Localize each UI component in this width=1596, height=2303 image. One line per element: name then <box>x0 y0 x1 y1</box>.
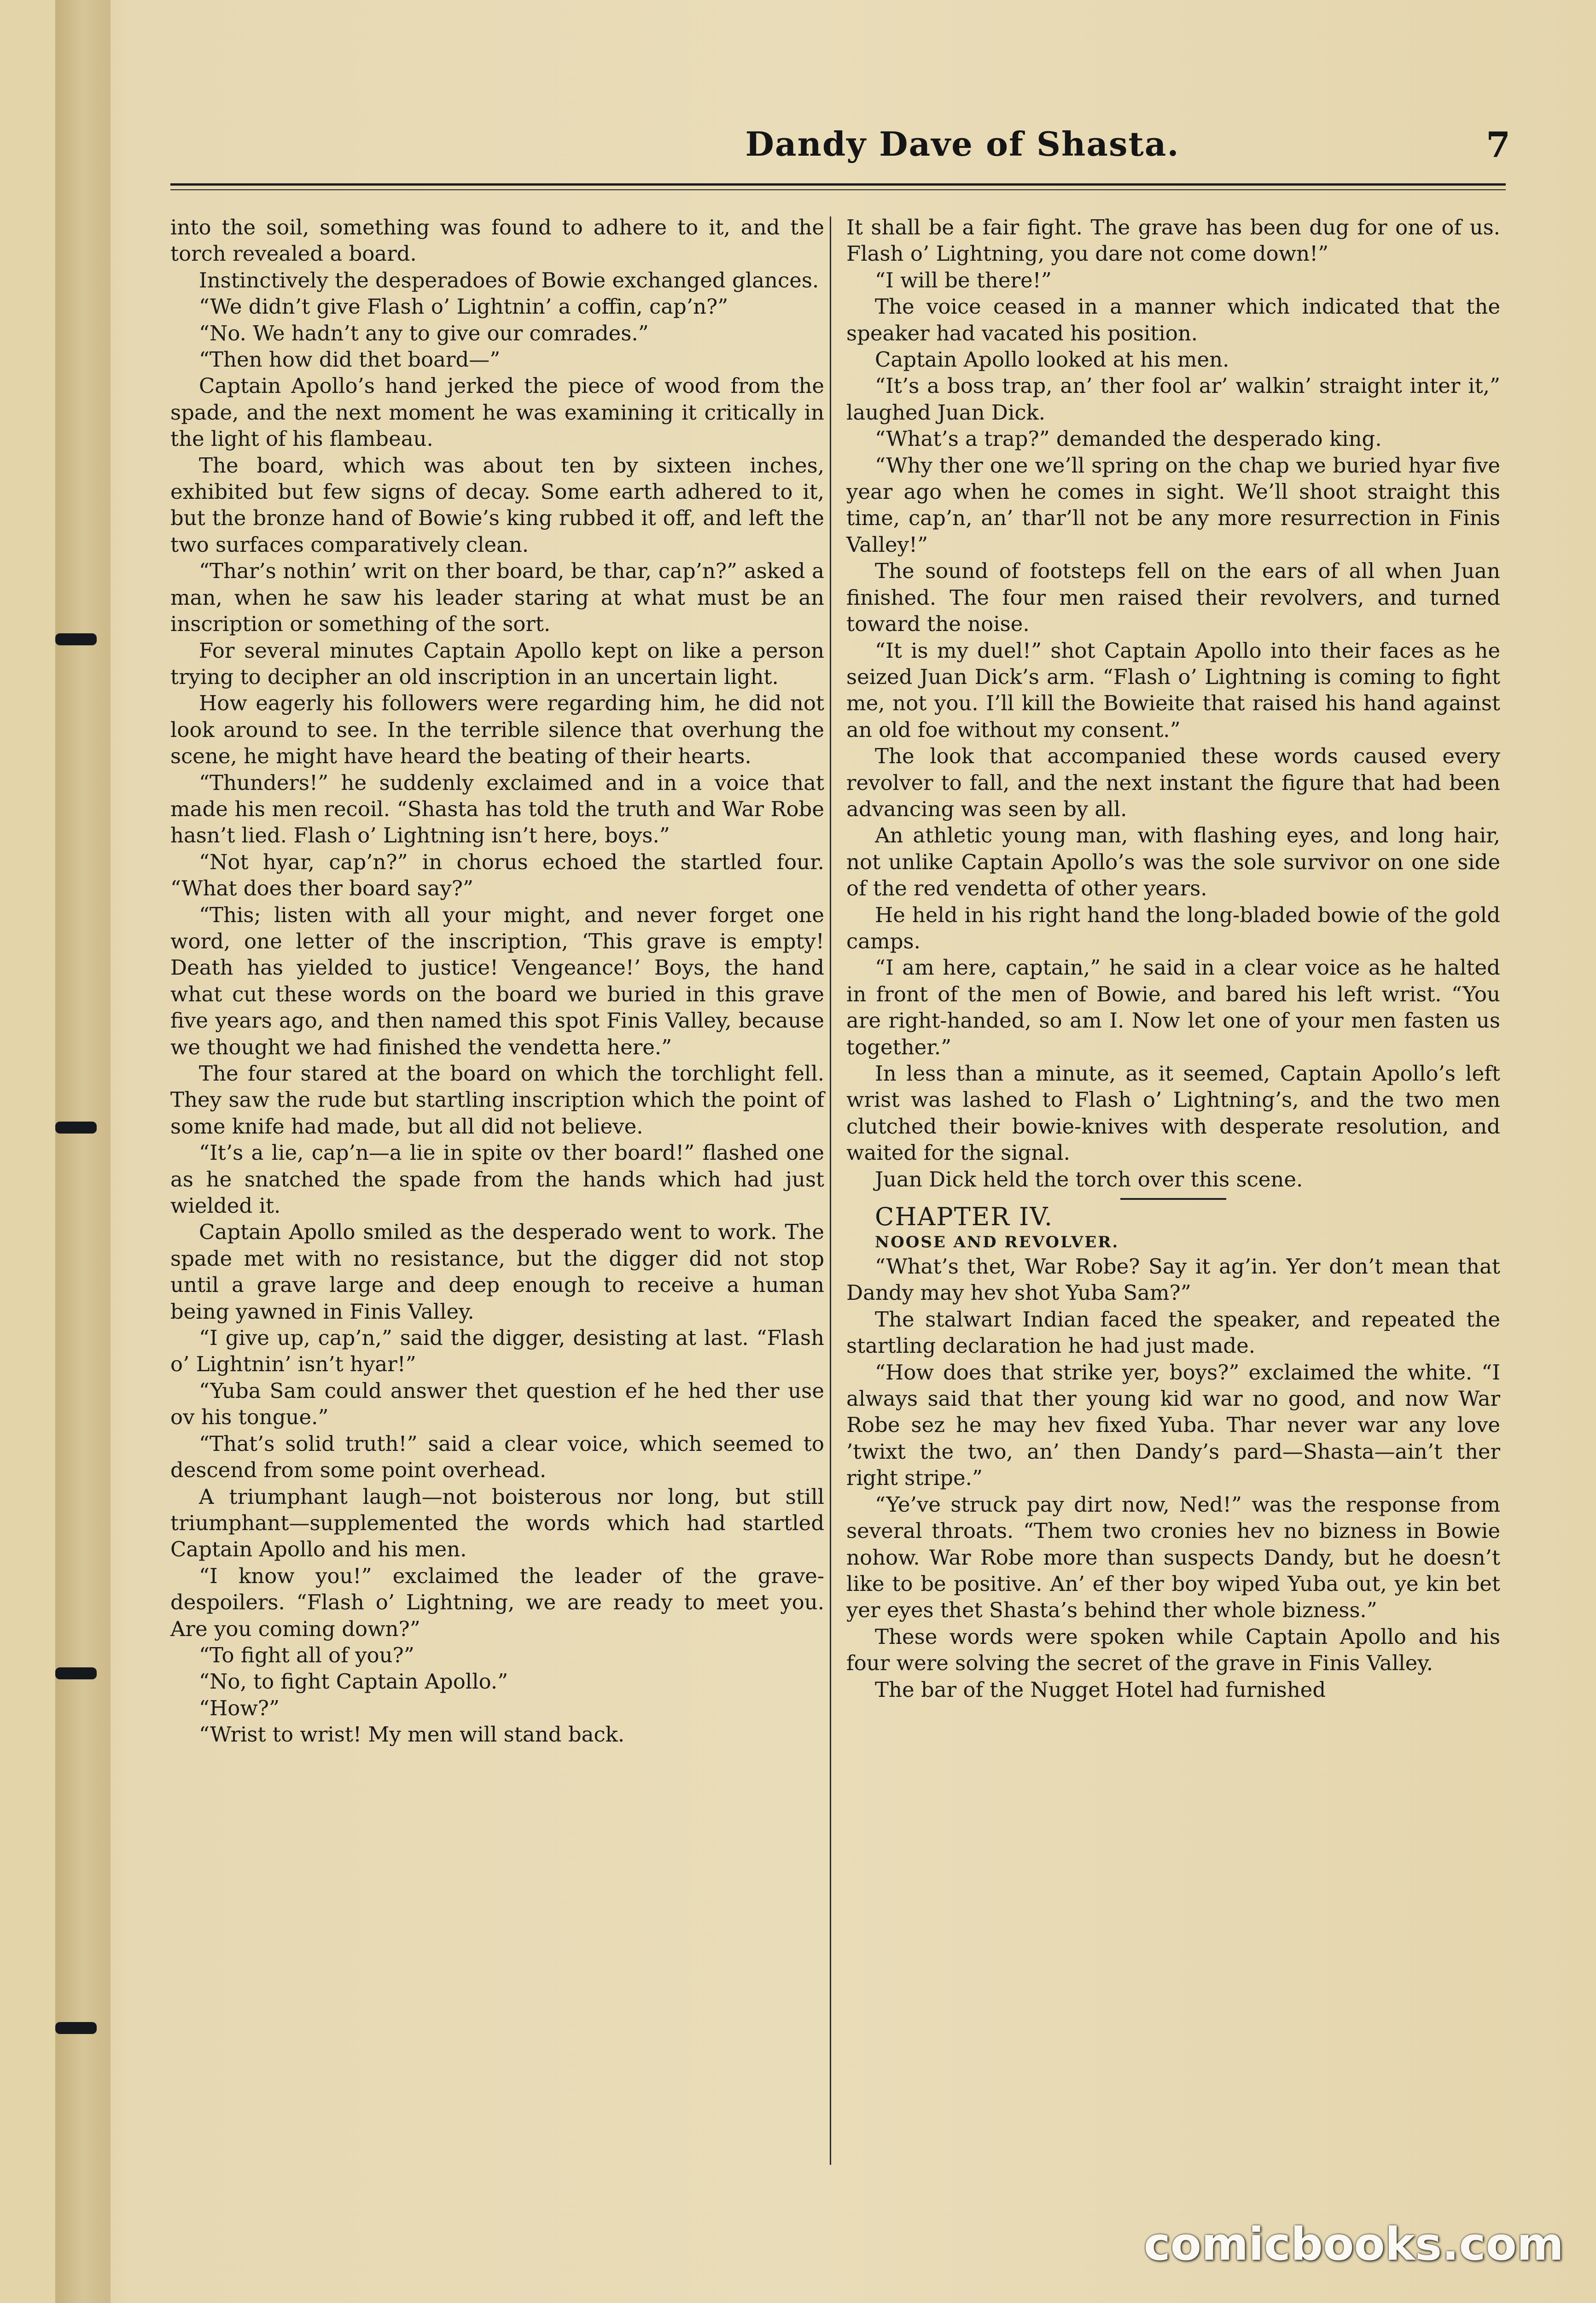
paragraph: The bar of the Nugget Hotel had furnished <box>875 1677 1326 1702</box>
running-title: Dandy Dave of Shasta. <box>745 124 1180 164</box>
page-header <box>166 124 1510 180</box>
paragraph: “No. We hadn’t any to give our comrades.” <box>199 321 649 345</box>
page-gutter <box>55 0 111 2303</box>
paragraph: “We didn’t give Flash o’ Lightnin’ a coffin, cap’n?” <box>199 294 728 319</box>
column-divider <box>830 216 831 2165</box>
left-column <box>170 214 824 1748</box>
paragraph: “How does that strike yer, boys?” exclaimed the white. “I always said that ther young kid war no good, and now War Robe sez he may hev fixed Yuba. Thar never war any love ’twixt the two, an’ then Dandy’s pard—Shasta—ain’t ther right stripe.” <box>846 1360 1500 1491</box>
paragraph: Instinctively the desperadoes of Bowie exchanged glances. <box>199 268 819 292</box>
paragraph: Captain Apollo’s hand jerked the piece of wood from the spade, and the next moment he was examining it critically in the light of his flambeau. <box>170 374 824 451</box>
paragraph: The four stared at the board on which the torchlight fell. They saw the rude but startling inscription which the point of some knife had made, but all did not believe. <box>170 1061 824 1139</box>
paragraph: “It is my duel!” shot Captain Apollo into their faces as he seized Juan Dick’s arm. “Flash o’ Lightning is coming to fight me, not you. I’ll kill the Bowieite that raised his hand against an old foe without my consent.” <box>846 638 1500 742</box>
paragraph: “Ye’ve struck pay dirt now, Ned!” was the response from several throats. “Them two cronies hev no bizness in Bowie nohow. War Robe more than suspects Dandy, but he doesn’t like to be positive. An’ ef ther boy wiped Yuba out, ye kin bet yer eyes thet Shasta’s behind ther whole bizness.” <box>846 1492 1500 1623</box>
binding-stitch-hole <box>55 1122 97 1134</box>
paragraph: These words were spoken while Captain Apollo and his four were solving the secret of the grave in Finis Valley. <box>846 1624 1500 1676</box>
paragraph: A triumphant laugh—not boisterous nor long, but still triumphant—supplemented the words which had startled Captain Apollo and his men. <box>170 1484 824 1562</box>
paragraph: “Yuba Sam could answer thet question ef he hed ther use ov his tongue.” <box>170 1378 824 1430</box>
paragraph: “Then how did thet board—” <box>199 347 501 372</box>
chapter-title: CHAPTER IV. <box>875 1202 1054 1232</box>
paragraph: The stalwart Indian faced the speaker, and repeated the startling declaration he had just made. <box>846 1307 1500 1358</box>
right-column <box>846 214 1500 1703</box>
paragraph: “I am here, captain,” he said in a clear voice as he halted in front of the men of Bowie, and bared his left wrist. “You are right-handed, so am I. Now let one of your men fasten us together.” <box>846 955 1500 1059</box>
paragraph: into the soil, something was found to adhere to it, and the torch revealed a board. <box>170 215 824 266</box>
paragraph: It shall be a fair fight. The grave has been dug for one of us. Flash o’ Lightning, you dare not come down!” <box>846 215 1500 266</box>
paragraph: How eagerly his followers were regarding him, he did not look around to see. In the terrible silence that overhung the scene, he might have heard the beating of their hearts. <box>170 691 824 769</box>
paragraph: The board, which was about ten by sixteen inches, exhibited but few signs of decay. Some earth adhered to it, but the bronze hand of Bowie’s king rubbed it off, and left the two surfaces comparatively clean. <box>170 453 824 557</box>
paragraph: “How?” <box>199 1695 280 1720</box>
page-number: 7 <box>1486 124 1510 165</box>
paragraph: “Thunders!” he suddenly exclaimed and in a voice that made his men recoil. “Shasta has told the truth and War Robe hasn’t lied. Flash o’ Lightning isn’t here, boys.” <box>170 770 824 848</box>
paragraph: “Why ther one we’ll spring on the chap we buried hyar five year ago when he comes in sight. We’ll shoot straight this time, cap’n, an’ thar’ll not be any more resurrection in Finis Valley!” <box>846 453 1500 557</box>
paragraph: “I will be there!” <box>875 268 1052 292</box>
paragraph: An athletic young man, with flashing eyes, and long hair, not unlike Captain Apollo’s was the sole survivor on one side of the red vendetta of other years. <box>846 823 1500 901</box>
chapter-subtitle: NOOSE AND REVOLVER. <box>875 1233 1119 1252</box>
paragraph: Captain Apollo looked at his men. <box>875 347 1229 372</box>
chapter-rule <box>1120 1198 1226 1200</box>
paragraph: “To fight all of you?” <box>199 1642 414 1667</box>
binding-stitch-hole <box>55 2022 97 2034</box>
binding-stitch-hole <box>55 1667 97 1679</box>
paragraph: “Wrist to wrist! My men will stand back. <box>199 1722 625 1747</box>
paragraph: “I give up, cap’n,” said the digger, desisting at last. “Flash o’ Lightnin’ isn’t hyar!” <box>170 1326 824 1377</box>
paragraph: He held in his right hand the long-bladed bowie of the gold camps. <box>846 902 1500 953</box>
paragraph: “No, to fight Captain Apollo.” <box>199 1669 508 1694</box>
paragraph: “Thar’s nothin’ writ on ther board, be thar, cap’n?” asked a man, when he saw his leader staring at what must be an inscription or something of the sort. <box>170 559 824 637</box>
header-rule <box>170 183 1506 190</box>
paragraph: Captain Apollo smiled as the desperado went to work. The spade met with no resistance, but the digger did not stop until a grave large and deep enough to receive a human being yawned in Finis Valley. <box>170 1220 824 1324</box>
paragraph: “What’s a trap?” demanded the desperado king. <box>875 427 1382 451</box>
paragraph: In less than a minute, as it seemed, Captain Apollo’s left wrist was lashed to Flash o’ Lightning’s, and the two men clutched their bowie-knives with desperate resolution, and waited for the signal. <box>846 1061 1500 1165</box>
paragraph: The look that accompanied these words caused every revolver to fall, and the next instant the figure that had been advancing was seen by all. <box>846 744 1500 821</box>
binding-stitch-hole <box>55 633 97 645</box>
paragraph: “It’s a boss trap, an’ ther fool ar’ walkin’ straight inter it,” laughed Juan Dick. <box>846 374 1500 425</box>
paragraph: For several minutes Captain Apollo kept on like a person trying to decipher an old inscription in an uncertain light. <box>170 638 824 689</box>
site-watermark: comicbooks.com <box>1143 2218 1564 2271</box>
paragraph: Juan Dick held the torch over this scene. <box>875 1167 1303 1192</box>
paragraph: “That’s solid truth!” said a clear voice, which seemed to descend from some point overhead. <box>170 1431 824 1483</box>
paragraph: The sound of footsteps fell on the ears of all when Juan finished. The four men raised their revolvers, and turned toward the noise. <box>846 559 1500 637</box>
paragraph: The voice ceased in a manner which indicated that the speaker had vacated his position. <box>846 294 1500 345</box>
paragraph: “I know you!” exclaimed the leader of the grave-despoilers. “Flash o’ Lightning, we are ready to meet you. Are you coming down?” <box>170 1563 824 1641</box>
paragraph: “Not hyar, cap’n?” in chorus echoed the startled four. “What does ther board say?” <box>170 849 824 901</box>
paragraph: “This; listen with all your might, and never forget one word, one letter of the inscription, ‘This grave is empty! Death has yielded to justice! Vengeance!’ Boys, the hand what cut these words on the board we buried in this grave five years ago, and then named this spot Finis Valley, because we thought we had finished the vendetta here.” <box>170 902 824 1059</box>
paragraph: “What’s thet, War Robe? Say it ag’in. Yer don’t mean that Dandy may hev shot Yuba Sam?” <box>846 1254 1500 1305</box>
paragraph: “It’s a lie, cap’n—a lie in spite ov ther board!” flashed one as he snatched the spade from the hands which had just wielded it. <box>170 1140 824 1218</box>
